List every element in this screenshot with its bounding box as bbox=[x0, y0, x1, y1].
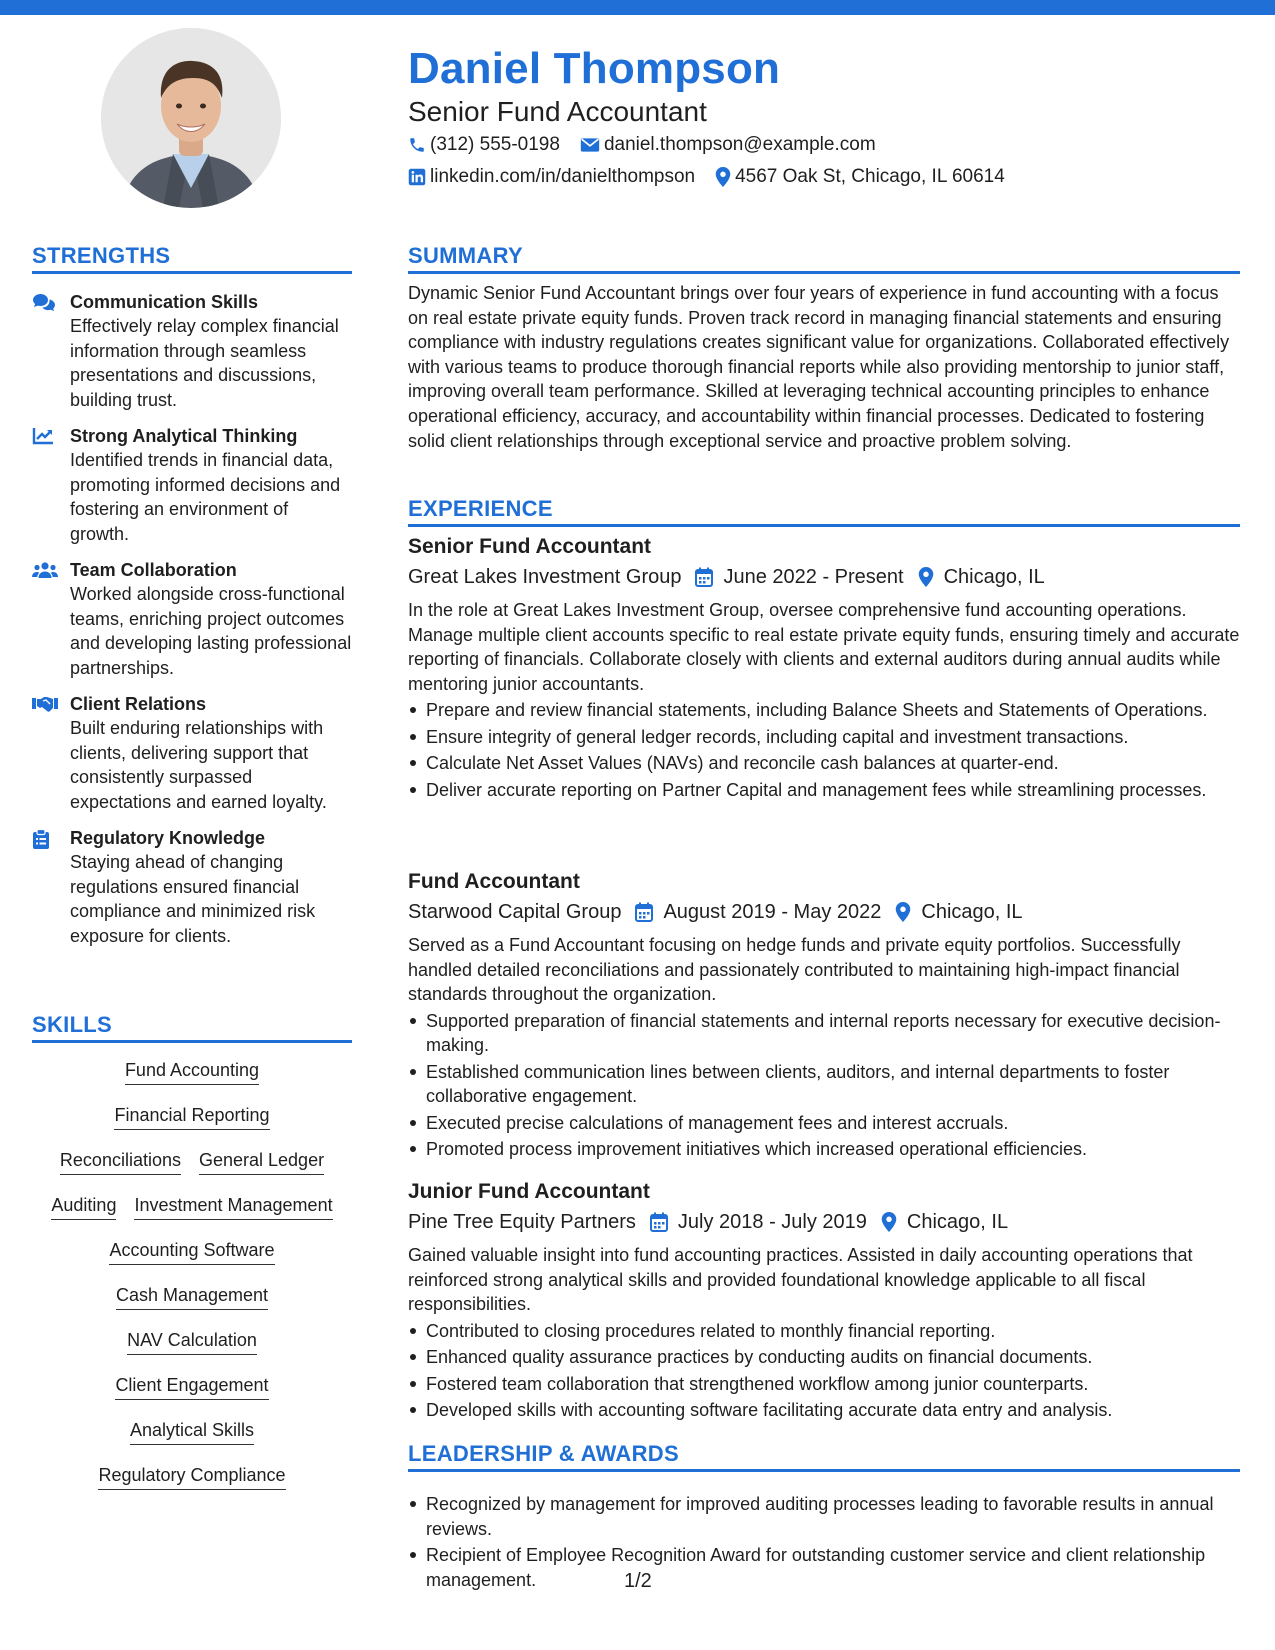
job-bullets bbox=[408, 1009, 1240, 1162]
bullet-item: Contributed to closing procedures related to monthly financial reporting. bbox=[408, 1319, 1240, 1344]
email-contact[interactable] bbox=[580, 134, 876, 156]
bullet-item: Developed skills with accounting software facilitating accurate data entry and analysis. bbox=[408, 1398, 1240, 1423]
strength-desc: Worked alongside cross-functional teams, enriching project outcomes and developing lasting professional partnerships. bbox=[70, 584, 352, 678]
company-name: Pine Tree Equity Partners bbox=[408, 1211, 636, 1233]
bullet-item: Recipient of Employee Recognition Award for outstanding customer service and client relationship management. bbox=[408, 1543, 1240, 1592]
job-bullets bbox=[408, 698, 1240, 802]
job-entry bbox=[408, 1178, 1240, 1425]
job-location: Chicago, IL bbox=[918, 562, 1045, 592]
job-title: Fund Accountant bbox=[408, 870, 580, 893]
strength-title: Team Collaboration bbox=[70, 560, 237, 580]
users-icon bbox=[32, 561, 58, 579]
job-meta bbox=[408, 562, 1240, 592]
linkedin-icon bbox=[408, 168, 426, 186]
strength-item bbox=[32, 558, 352, 680]
job-dates: June 2022 - Present bbox=[695, 562, 903, 592]
strength-desc: Staying ahead of changing regulations ensured financial compliance and minimized risk exposure for clients. bbox=[70, 852, 316, 946]
job-description: Served as a Fund Accountant focusing on hedge funds and private equity portfolios. Successfully handled detailed reconciliations and passionately contributed to maintaining high-impact financial standards throughout the organization. bbox=[408, 935, 1181, 1004]
job-entry bbox=[408, 533, 1240, 804]
handshake-icon bbox=[32, 695, 58, 713]
company-name: Great Lakes Investment Group bbox=[408, 566, 682, 588]
phone-icon bbox=[408, 136, 426, 154]
job-location: Chicago, IL bbox=[895, 897, 1022, 927]
bullet-item: Ensure integrity of general ledger records, including capital and investment transactions. bbox=[408, 725, 1240, 750]
linkedin-text: linkedin.com/in/danielthompson bbox=[430, 166, 696, 187]
calendar-icon bbox=[695, 567, 713, 587]
strength-item bbox=[32, 290, 352, 412]
job-meta bbox=[408, 1207, 1240, 1237]
calendar-icon bbox=[650, 1212, 668, 1232]
candidate-name: Daniel Thompson bbox=[408, 44, 781, 93]
skill-tag: Client Engagement bbox=[115, 1375, 268, 1400]
bullet-item: Deliver accurate reporting on Partner Capital and management fees while streamlining processes. bbox=[408, 778, 1240, 803]
bullet-item: Executed precise calculations of management fees and interest accruals. bbox=[408, 1111, 1240, 1136]
awards-heading: LEADERSHIP & AWARDS bbox=[408, 1441, 679, 1466]
comments-icon bbox=[32, 293, 56, 311]
address-text: 4567 Oak St, Chicago, IL 60614 bbox=[735, 166, 1005, 187]
skill-tag: Analytical Skills bbox=[130, 1420, 254, 1445]
strength-title: Regulatory Knowledge bbox=[70, 828, 266, 848]
skills-list bbox=[32, 1060, 352, 1510]
job-description: In the role at Great Lakes Investment Group, oversee comprehensive fund accounting operations. Manage multiple client accounts specific to real estate private equity funds, ensuring timely and accurate reporting of financials. Collaborate closely with clients and external auditors during annual audits while mentoring junior accountants. bbox=[408, 600, 1240, 694]
map-pin-icon bbox=[715, 167, 731, 187]
profile-photo bbox=[101, 28, 281, 208]
skill-tag: Cash Management bbox=[116, 1285, 268, 1310]
map-pin-icon bbox=[918, 567, 934, 587]
contact-row-1 bbox=[408, 134, 896, 156]
skill-tag: NAV Calculation bbox=[127, 1330, 257, 1355]
email-text: daniel.thompson@example.com bbox=[603, 134, 876, 155]
skill-tag: Accounting Software bbox=[109, 1240, 274, 1265]
bullet-item: Promoted process improvement initiatives which increased operational efficiencies. bbox=[408, 1137, 1240, 1162]
strength-title: Communication Skills bbox=[70, 292, 259, 312]
skill-tag: Financial Reporting bbox=[114, 1105, 269, 1130]
map-pin-icon bbox=[895, 902, 911, 922]
strength-item bbox=[32, 826, 352, 948]
bullet-item: Established communication lines between clients, auditors, and internal departments to foster collaborative engagement. bbox=[408, 1060, 1240, 1109]
envelope-icon bbox=[580, 137, 600, 153]
strength-item bbox=[32, 692, 352, 814]
linkedin-contact[interactable] bbox=[408, 166, 695, 188]
job-dates: July 2018 - July 2019 bbox=[650, 1207, 867, 1237]
address-contact bbox=[715, 166, 1005, 188]
job-title: Senior Fund Accountant bbox=[408, 535, 652, 558]
strength-desc: Identified trends in financial data, promoting informed decisions and fostering an environment of growth. bbox=[70, 450, 341, 544]
map-pin-icon bbox=[881, 1212, 897, 1232]
job-bullets bbox=[408, 1319, 1240, 1423]
strength-title: Strong Analytical Thinking bbox=[70, 426, 298, 446]
candidate-title: Senior Fund Accountant bbox=[408, 96, 707, 127]
job-location: Chicago, IL bbox=[881, 1207, 1008, 1237]
page-number: 1/2 bbox=[624, 1570, 652, 1592]
bullet-item: Enhanced quality assurance practices by conducting audits on financial documents. bbox=[408, 1345, 1240, 1370]
company-name: Starwood Capital Group bbox=[408, 901, 622, 923]
bullet-item: Calculate Net Asset Values (NAVs) and reconcile cash balances at quarter-end. bbox=[408, 751, 1240, 776]
strength-item bbox=[32, 424, 352, 546]
summary-text: Dynamic Senior Fund Accountant brings over four years of experience in fund accounting with a focus on real estate private equity funds. Proven track record in managing financial statements and ensuring compliance with industry regulations creates significant value for organizations. Collaborated effectively with various teams to produce thorough financial reports while also providing mentorship to junior staff, improving overall team performance. Skilled at leveraging technical accounting principles to enhance operational efficiency, accuracy, and accountability within financial processes. Dedicated to fostering solid client relationships through exceptional service and proactive problem solving. bbox=[408, 283, 1230, 451]
job-meta bbox=[408, 897, 1240, 927]
summary-rule bbox=[408, 271, 1240, 274]
summary-heading: SUMMARY bbox=[408, 243, 523, 268]
awards-list bbox=[408, 1490, 1240, 1594]
job-dates: August 2019 - May 2022 bbox=[635, 897, 881, 927]
skills-rule bbox=[32, 1040, 352, 1043]
job-description: Gained valuable insight into fund accounting practices. Assisted in daily accounting operations that reinforced strong analytical skills and provided foundational knowledge applicable to all fiscal responsibilities. bbox=[408, 1245, 1193, 1314]
job-entry bbox=[408, 868, 1240, 1164]
bullet-item: Recognized by management for improved auditing processes leading to favorable results in annual reviews. bbox=[408, 1492, 1240, 1541]
skill-tag: Reconciliations bbox=[60, 1150, 181, 1175]
strength-desc: Built enduring relationships with clients, delivering support that consistently surpassed expectations and earned loyalty. bbox=[70, 718, 327, 812]
strengths-rule bbox=[32, 271, 352, 274]
strength-title: Client Relations bbox=[70, 694, 207, 714]
calendar-icon bbox=[635, 902, 653, 922]
top-accent-bar bbox=[0, 0, 1275, 15]
strength-desc: Effectively relay complex financial information through seamless presentations and discussions, building trust. bbox=[70, 316, 339, 410]
strengths-heading: STRENGTHS bbox=[32, 243, 171, 268]
contact-row-2 bbox=[408, 166, 1025, 188]
skills-heading: SKILLS bbox=[32, 1012, 113, 1037]
bullet-item: Supported preparation of financial statements and internal reports necessary for executive decision-making. bbox=[408, 1009, 1240, 1058]
phone-text: (312) 555-0198 bbox=[430, 134, 560, 155]
experience-rule bbox=[408, 524, 1240, 527]
bullet-item: Fostered team collaboration that strengthened workflow among junior counterparts. bbox=[408, 1372, 1240, 1397]
phone-contact[interactable] bbox=[408, 134, 560, 156]
job-title: Junior Fund Accountant bbox=[408, 1180, 650, 1203]
awards-rule bbox=[408, 1469, 1240, 1472]
skill-tag: General Ledger bbox=[199, 1150, 324, 1175]
skill-tag: Investment Management bbox=[134, 1195, 332, 1220]
clipboard-icon bbox=[32, 829, 50, 849]
strengths-list bbox=[32, 290, 352, 960]
skill-tag: Regulatory Compliance bbox=[98, 1465, 285, 1490]
chart-line-icon bbox=[32, 427, 54, 445]
skill-tag: Auditing bbox=[51, 1195, 116, 1220]
experience-heading: EXPERIENCE bbox=[408, 496, 553, 521]
bullet-item: Prepare and review financial statements, including Balance Sheets and Statements of Operations. bbox=[408, 698, 1240, 723]
skill-tag: Fund Accounting bbox=[125, 1060, 259, 1085]
